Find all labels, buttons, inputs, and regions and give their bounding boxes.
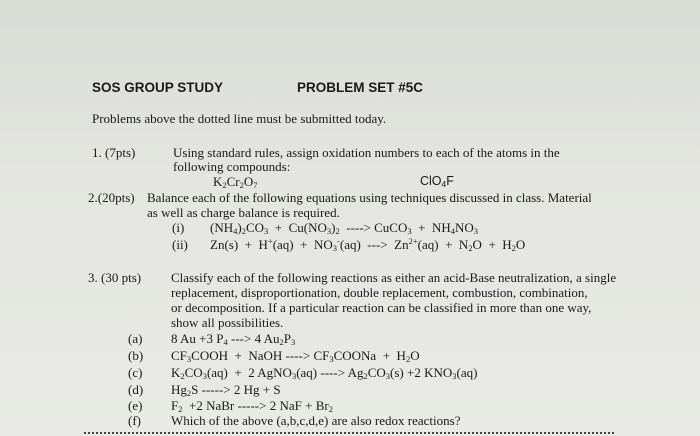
header-group-study: SOS GROUP STUDY: [92, 80, 224, 95]
q1-compound-clo4f: ClO$_4$F: [420, 174, 454, 189]
q3-c-label: (c): [128, 365, 143, 380]
q2-text-line2: as well as charge balance is required.: [147, 205, 340, 220]
intro-instruction: Problems above the dotted line must be submitted today.: [92, 111, 387, 126]
q3-reaction-d: $Hg_2S$ -----> 2 Hg + S: [171, 382, 281, 398]
q2-number: 2.(20pts): [88, 190, 135, 205]
q3-redox-question: Which of the above (a,b,c,d,e) are also redox reactions?: [171, 413, 461, 428]
q2-eq-i-label: (i): [172, 220, 185, 235]
q3-reaction-c: $K_2CO_3(aq) + 2$ AgNO$_3$(aq) ----> $Ag_2CO_3(s) +2$ $KNO_3(aq)$: [171, 365, 478, 381]
q3-b-label: (b): [128, 348, 144, 363]
q3-text-line2: replacement, disproportionation, double replacement, combustion, combination,: [171, 285, 588, 300]
q1-compound-k2cr2o7: $K_2Cr_2O_7$: [213, 174, 258, 190]
q3-a-label: (a): [128, 331, 143, 346]
q3-text-line4: show all possibilities.: [171, 315, 284, 330]
q3-text-line3: or decomposition. If a particular reaction can be classified in more than one way,: [171, 300, 592, 315]
q3-text-line1: Classify each of the following reactions as either an acid-Base neutralization, a single: [171, 270, 617, 285]
q3-reaction-e: $F_2 +2$ NaBr -----> 2 NaF + $Br_2$: [171, 398, 333, 414]
q2-text-line1: Balance each of the following equations using techniques discussed in class. Material: [147, 190, 592, 205]
q3-number: 3. (30 pts): [88, 270, 142, 285]
q1-text-line2: following compounds:: [173, 159, 291, 174]
q3-e-label: (e): [128, 398, 143, 413]
header-problem-set: PROBLEM SET #5C: [297, 80, 424, 95]
q1-text-line1: Using standard rules, assign oxidation numbers to each of the atoms in the: [173, 145, 560, 160]
q2-equation-i: $(NH_4)_2CO_3 + Cu(NO_3)_2$ ----> CuCO$_3$ + $NH_4NO_3$: [210, 220, 479, 236]
q2-eq-ii-label: (ii): [172, 237, 188, 252]
q2-equation-ii: $Zn(s) + H^+(aq) + NO_3^-(aq)$ ---> $Zn^{2+}(aq) + N_2O + H_2O$: [210, 236, 526, 253]
dotted-divider-line: [84, 432, 614, 434]
q3-reaction-a: 8 Au +3 $P_4$ ---> 4 $Au_2P_3$: [171, 331, 296, 347]
q1-number: 1. (7pts): [92, 145, 136, 160]
q3-d-label: (d): [128, 382, 144, 397]
q3-reaction-b: $CF_3COOH$ + NaOH ----> $CF_3COONa + H_2O$: [171, 348, 420, 364]
q3-f-label: (f): [128, 413, 141, 428]
